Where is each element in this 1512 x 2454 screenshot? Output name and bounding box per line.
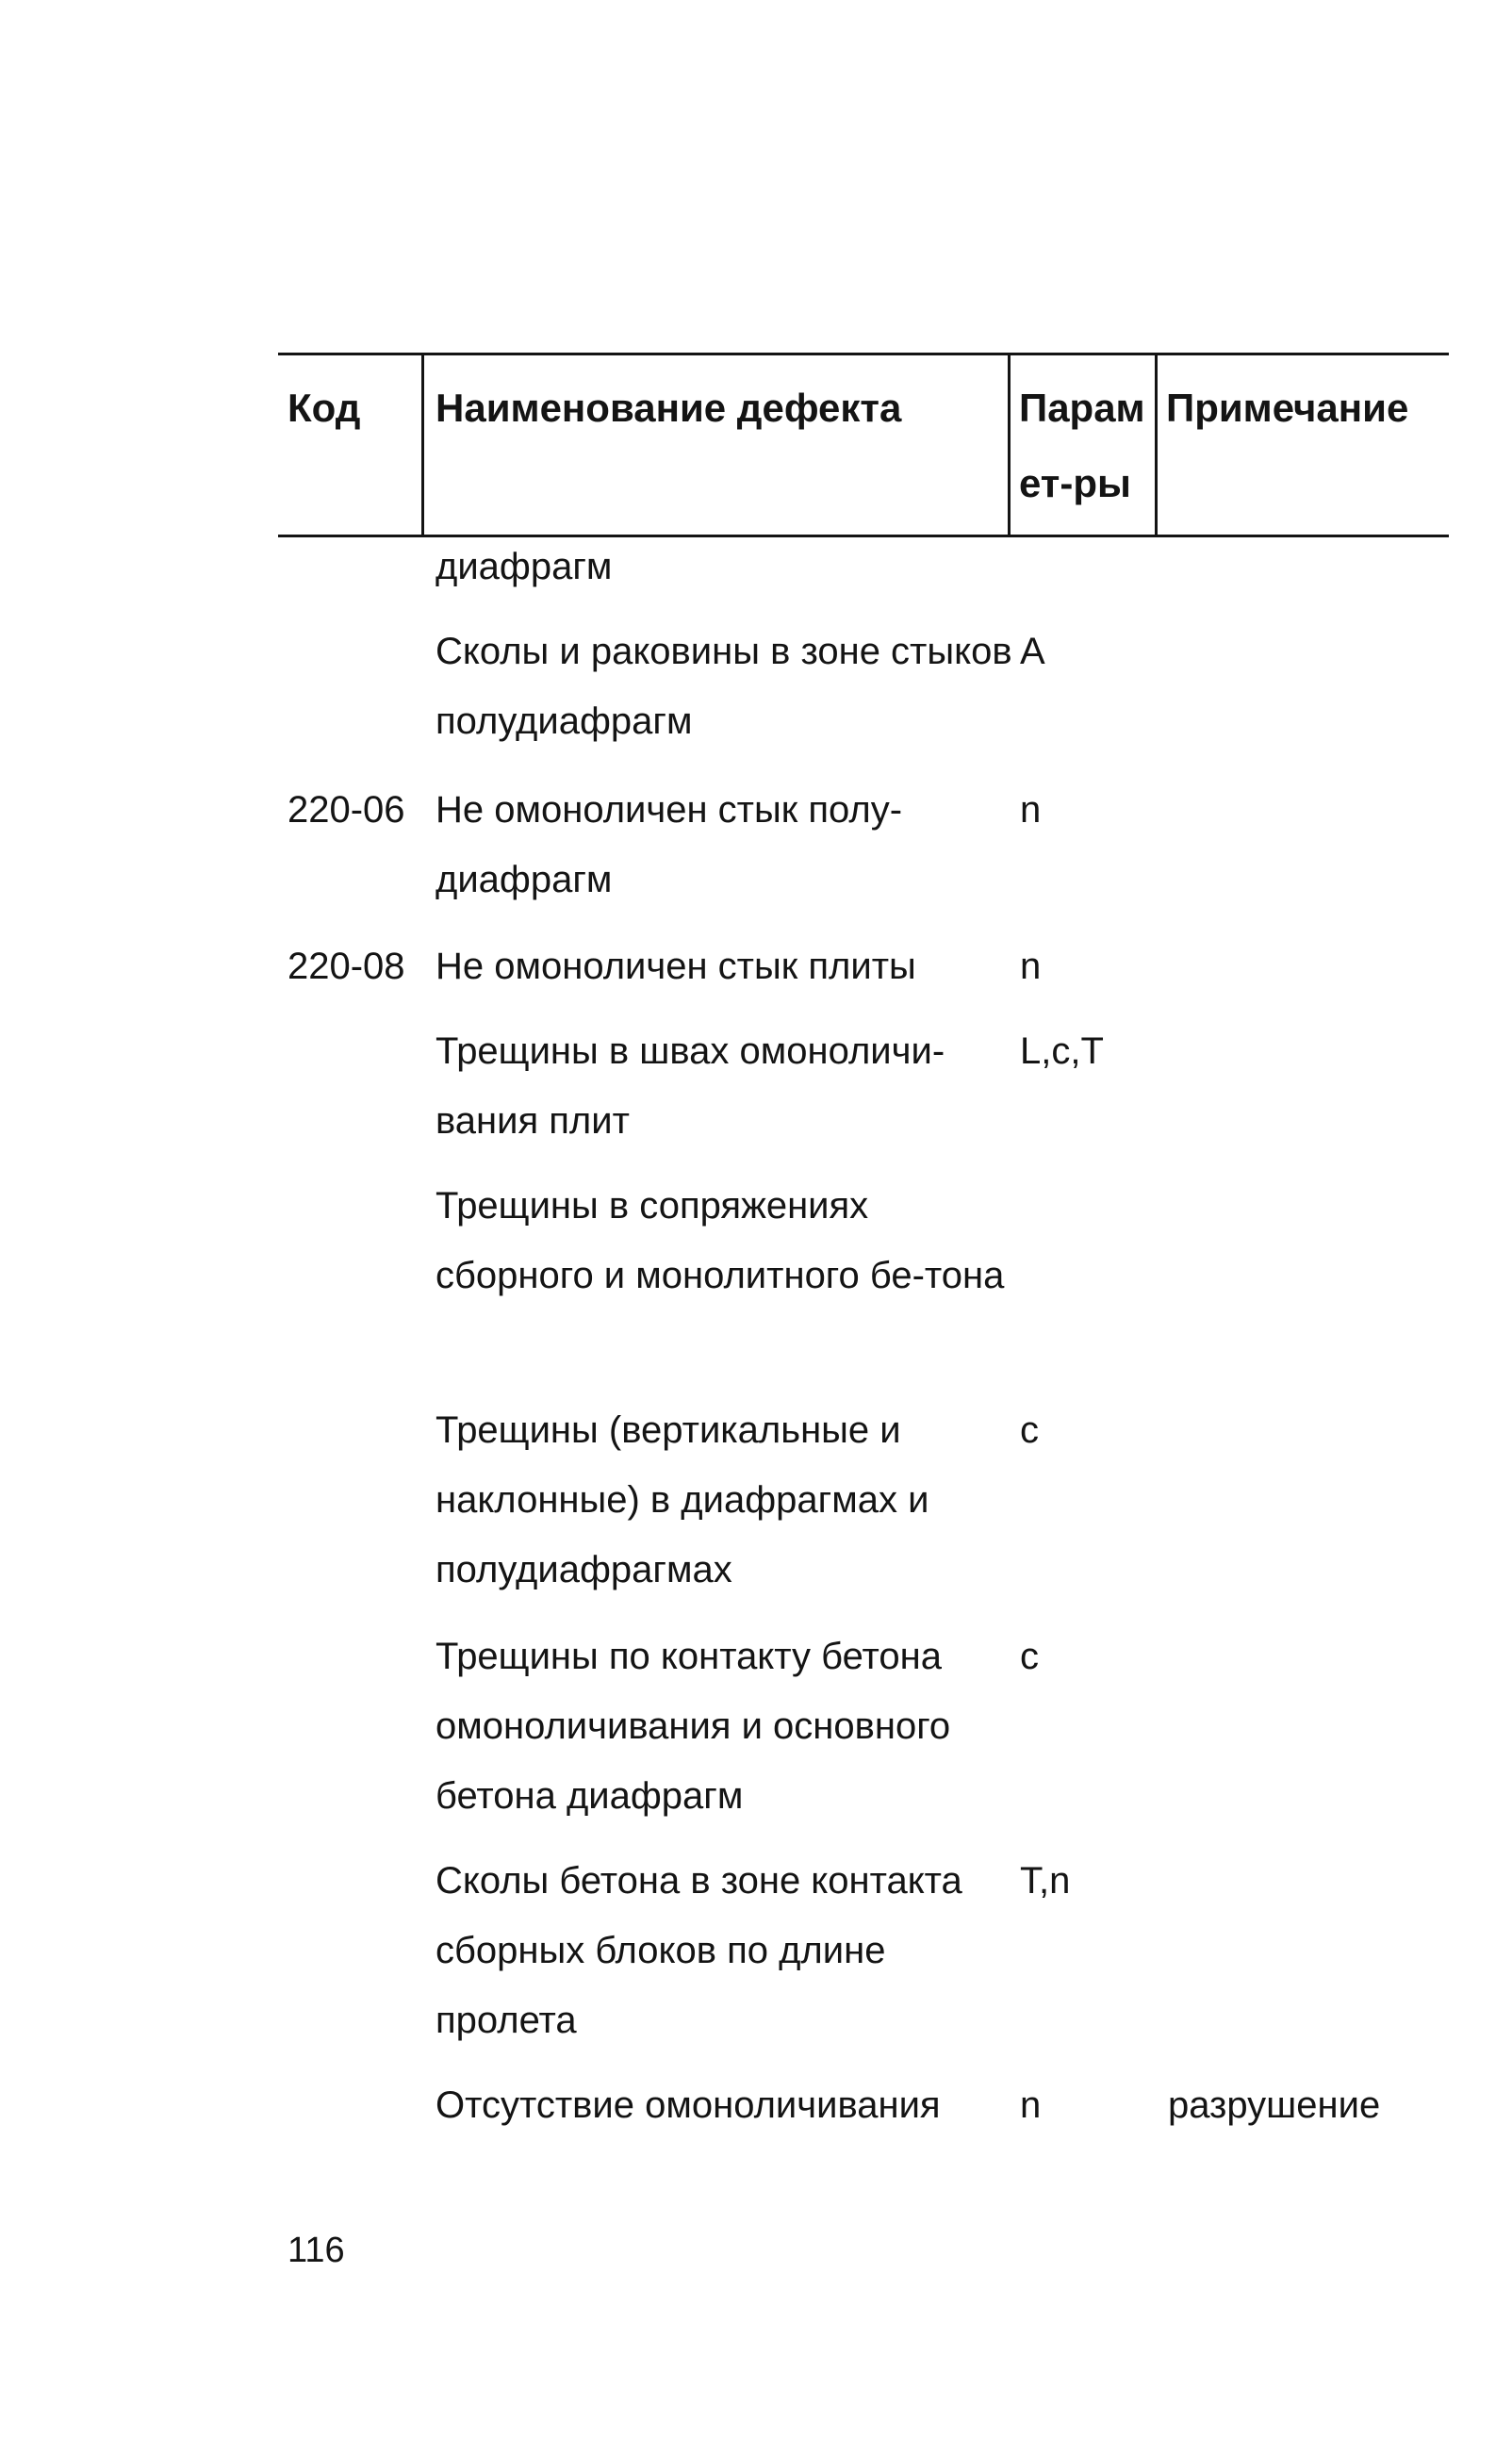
header-params-line1: Парам	[1019, 386, 1145, 430]
column-divider	[421, 355, 424, 537]
page-number: 116	[288, 2231, 345, 2270]
row-params: L,c,T	[1020, 1030, 1104, 1072]
row-params: А	[1020, 631, 1045, 672]
table-body	[278, 537, 1449, 2329]
row-name: Не омоноличен стык полу-диафрагм	[436, 789, 903, 900]
row-name: диафрагм	[436, 546, 613, 587]
row-params: n	[1020, 2084, 1042, 2126]
row-code: 220-06	[288, 789, 405, 831]
row-params: n	[1020, 789, 1042, 831]
table-header	[278, 353, 1449, 537]
row-code: 220-08	[288, 946, 405, 987]
row-name: Отсутствие омоноличивания	[436, 2084, 941, 2126]
row-name: Трещины в сопряжениях сборного и монолитного бе-тона	[436, 1185, 1005, 1296]
column-divider	[1008, 355, 1011, 537]
header-name: Наименование дефекта	[436, 386, 902, 430]
row-name: Трещины по контакту бетона омоноличивания и основного бетона диафрагм	[436, 1636, 951, 1817]
header-code: Код	[288, 386, 361, 430]
row-note: разрушение	[1168, 2084, 1381, 2126]
column-divider	[1155, 355, 1158, 537]
row-params: c	[1020, 1636, 1039, 1677]
row-name: Трещины в швах омоноличи-вания плит	[436, 1030, 945, 1142]
row-params: c	[1020, 1409, 1039, 1451]
defects-table	[278, 353, 1449, 2329]
header-note: Примечание	[1166, 386, 1409, 430]
header-params-line2: ет-ры	[1019, 461, 1131, 505]
row-name: Не омоноличен стык плиты	[436, 946, 916, 987]
row-name: Сколы и раковины в зоне стыков полудиафрагм	[436, 631, 1012, 742]
row-name: Трещины (вертикальные и наклонные) в диафрагмах и полудиафрагмах	[436, 1409, 929, 1590]
row-name: Сколы бетона в зоне контакта сборных блоков по длине пролета	[436, 1860, 962, 2041]
row-params: n	[1020, 946, 1042, 987]
row-params: T,n	[1020, 1860, 1071, 1902]
header-params	[1019, 371, 1145, 521]
